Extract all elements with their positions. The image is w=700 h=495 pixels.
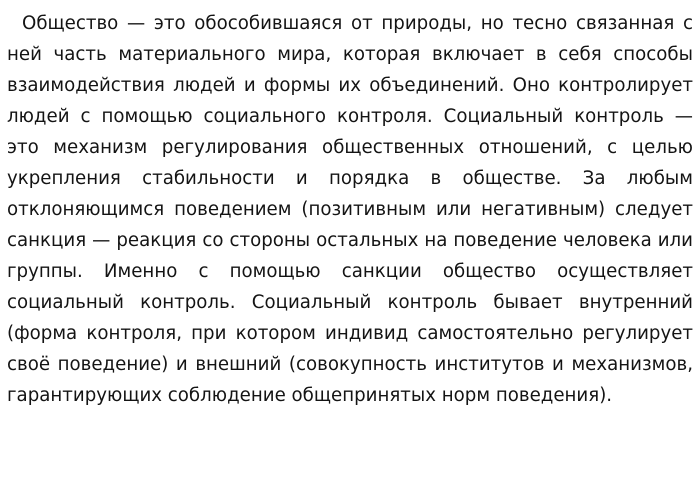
body-paragraph: Общество — это обособившаяся от природы, но тесно связанная с ней часть материального мира, которая включает в себя способы взаимодействия людей и формы их объединений. Оно контролирует людей с помощью социального контроля. Социальный контроль — это механизм регулирования общественных отношений, с целью укрепления стабильности и порядка в обществе. За любым отклоняющимся поведением (позитивным или негативным) следует санкция — реакция со стороны остальных на поведение человека или группы. Именно с помощью санкции общество осуществляет социальный контроль. Социальный контроль бывает внутренний (форма контроля, при котором индивид самостоятельно регулирует своё поведение) и внешний (совокупность институтов и механизмов, гарантирующих соблюдение общепринятых норм поведения). — [7, 13, 693, 406]
